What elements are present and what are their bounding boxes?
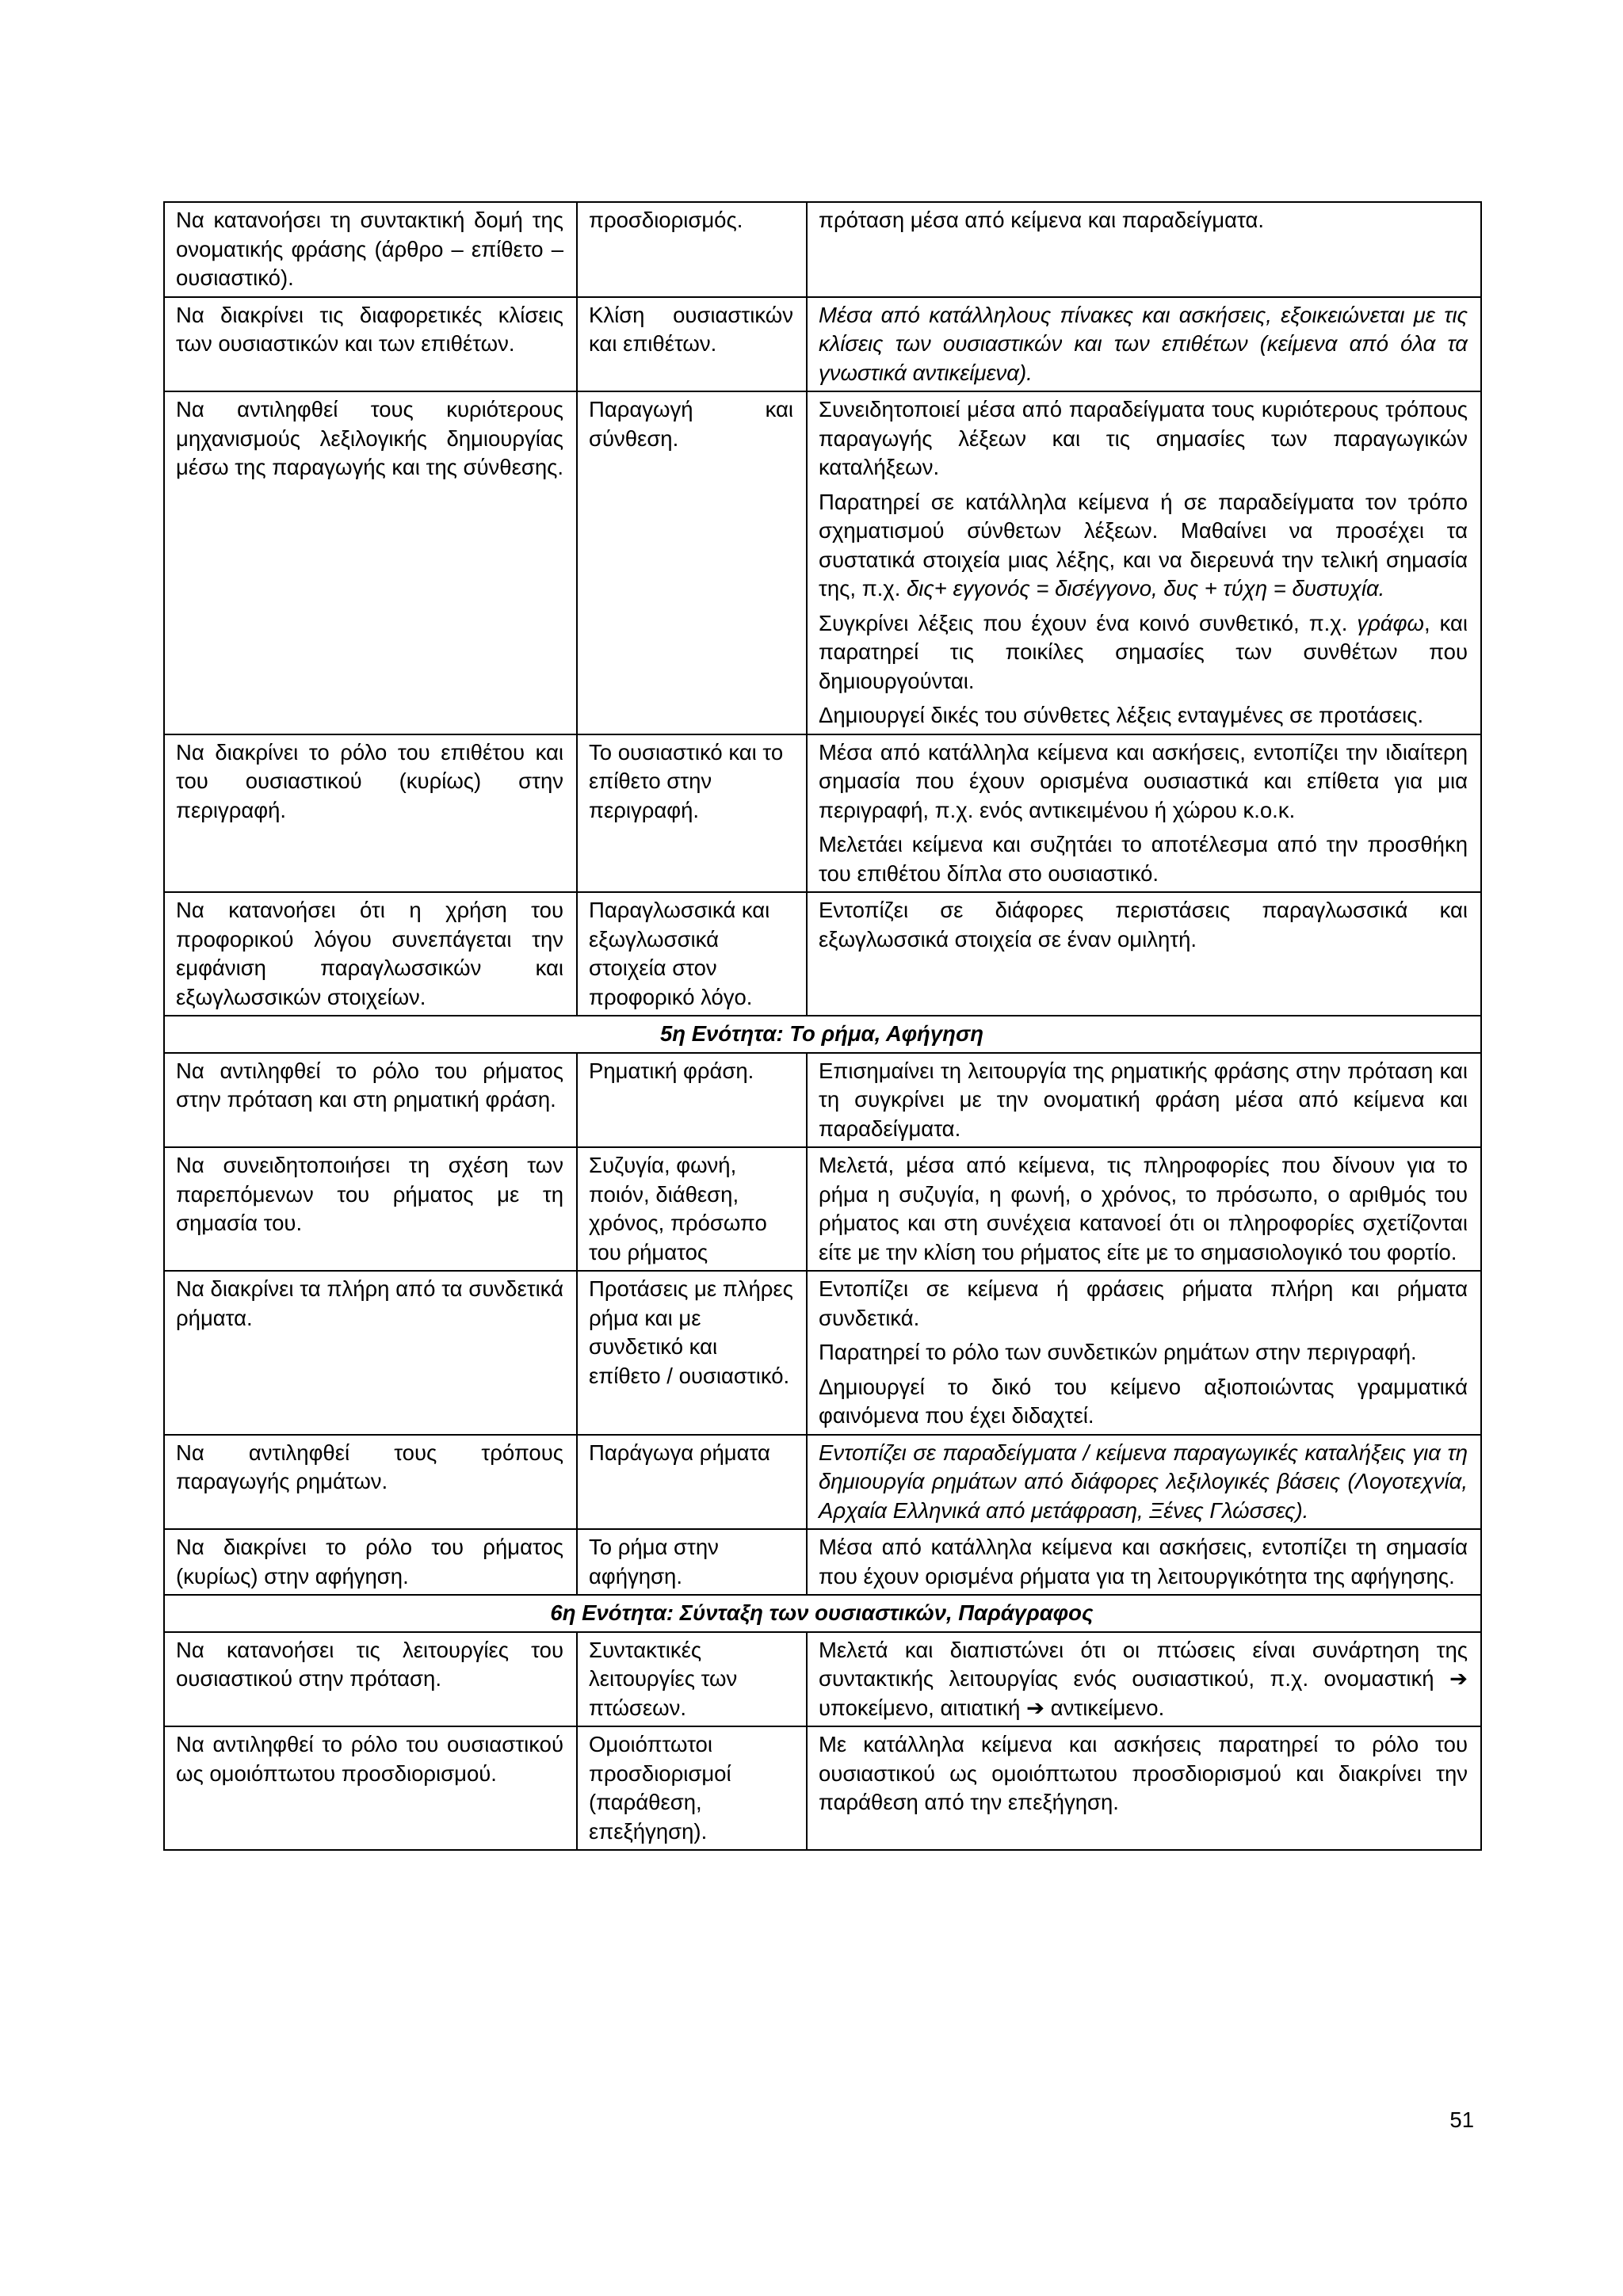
activity-text: Μελετά, μέσα από κείμενα, τις πληροφορίες που δίνουν για το ρήμα η συζυγία, η φωνή, ο χρόνος, το πρόσωπο, ο αριθμός του ρήματος και στη συνέχεια κατανοεί ότι οι πληροφορίες σχετίζονται είτε με την κλίση του ρήματος είτε με το σημασιολογικό του φορτίο. <box>819 1153 1468 1264</box>
activity-text-part: υποκείμενο, αιτιατική <box>819 1695 1021 1720</box>
objective-cell: Να διακρίνει τα πλήρη από τα συνδετικά ρήματα. <box>164 1271 577 1435</box>
table-row <box>164 734 1481 893</box>
topic-cell: Το ρήμα στην αφήγηση. <box>577 1529 807 1595</box>
topic-cell: Ομοιόπτωτοι προσδιορισμοί (παράθεση, επεξήγηση). <box>577 1726 807 1850</box>
activity-text-part: , και παρατηρεί τις ποικίλες σημασίες των συνθέτων που δημιουργούνται. <box>819 610 1468 693</box>
activity-text-part: Παρατηρεί σε κατάλληλα κείμενα ή σε παραδείγματα τον τρόπο σχηματισμού σύνθετων λέξεων. Μαθαίνει να προσέχει τα συστατικά στοιχεία μιας λέξης, και να διερευνά την τελική σημασία της, π.χ. <box>819 489 1468 601</box>
objective-cell: Να κατανοήσει τη συντακτική δομή της ονοματικής φράσης (άρθρο – επίθετο – ουσιαστικό). <box>164 202 577 297</box>
objective-cell: Να αντιληφθεί το ρόλο του ουσιαστικού ως ομοιόπτωτου προσδιορισμού. <box>164 1726 577 1850</box>
activity-text-part: αντικείμενο. <box>1050 1695 1165 1720</box>
objective-cell: Να διακρίνει τις διαφορετικές κλίσεις των ουσιαστικών και των επιθέτων. <box>164 297 577 392</box>
activity-text <box>819 1636 1468 1723</box>
activities-cell <box>807 1632 1481 1727</box>
activity-text: Εντοπίζει σε κείμενα ή φράσεις ρήματα πλήρη και ρήματα συνδετικά. <box>819 1276 1468 1330</box>
table-row <box>164 1726 1481 1850</box>
topic-cell: Παραγωγή και σύνθεση. <box>577 391 807 734</box>
activity-text: Δημιουργεί το δικό του κείμενο αξιοποιώντας γραμματικά φαινόμενα που έχει διδαχτεί. <box>819 1374 1468 1428</box>
activities-cell <box>807 734 1481 893</box>
objective-cell: Να αντιληφθεί τους κυριότερους μηχανισμούς λεξιλογικής δημιουργίας μέσω της παραγωγής και της σύνθεσης. <box>164 391 577 734</box>
table-row <box>164 1529 1481 1595</box>
activity-text: Επισημαίνει τη λειτουργία της ρηματικής φράσης στην πρόταση και τη συγκρίνει με την ονοματική φράση μέσα από κείμενα και παραδείγματα. <box>819 1058 1468 1141</box>
objective-cell: Να συνειδητοποιήσει τη σχέση των παρεπόμενων του ρήματος με τη σημασία του. <box>164 1147 577 1271</box>
activities-cell <box>807 1271 1481 1435</box>
topic-cell: Προτάσεις με πλήρες ρήμα και με συνδετικό και επίθετο / ουσιαστικό. <box>577 1271 807 1435</box>
activities-cell <box>807 202 1481 297</box>
section-header-row <box>164 1016 1481 1053</box>
activity-text <box>819 488 1468 604</box>
objective-cell: Να διακρίνει το ρόλο του επιθέτου και του ουσιαστικού (κυρίως) στην περιγραφή. <box>164 734 577 893</box>
activity-text: Μελετάει κείμενα και συζητάει το αποτέλεσμα από την προσθήκη του επιθέτου δίπλα στο ουσιαστικό. <box>819 832 1468 886</box>
activity-text: Μέσα από κατάλληλα κείμενα και ασκήσεις, εντοπίζει την ιδιαίτερη σημασία που έχουν ορισμένα ουσιαστικά και επίθετα για μια περιγραφή, π.χ. ενός αντικειμένου ή χώρου κ.ο.κ. <box>819 739 1468 822</box>
objective-cell: Να κατανοήσει τις λειτουργίες του ουσιαστικού στην πρόταση. <box>164 1632 577 1727</box>
activities-cell <box>807 1053 1481 1148</box>
topic-cell: Παράγωγα ρήματα <box>577 1435 807 1530</box>
table-row <box>164 1435 1481 1530</box>
activities-cell <box>807 1147 1481 1271</box>
topic-cell: Το ουσιαστικό και το επίθετο στην περιγραφή. <box>577 734 807 893</box>
section-title: 5η Ενότητα: Το ρήμα, Αφήγηση <box>164 1016 1481 1053</box>
topic-cell: Κλίση ουσιαστικών και επιθέτων. <box>577 297 807 392</box>
activity-text: Εντοπίζει σε διάφορες περιστάσεις παραγλωσσικά και εξωγλωσσικά στοιχεία σε έναν ομιλητή. <box>819 898 1468 952</box>
example-text: γράφω <box>1357 610 1424 635</box>
curriculum-table <box>163 201 1482 1851</box>
activity-text: Δημιουργεί δικές του σύνθετες λέξεις ενταγμένες σε προτάσεις. <box>819 703 1424 727</box>
objective-cell: Να κατανοήσει ότι η χρήση του προφορικού λόγου συνεπάγεται την εμφάνιση παραγλωσσικών και εξωγλωσσικών στοιχείων. <box>164 892 577 1016</box>
activity-text: Μέσα από κατάλληλα κείμενα και ασκήσεις, εντοπίζει τη σημασία που έχουν ορισμένα ρήματα για τη λειτουργικότητα της αφήγησης. <box>819 1535 1468 1589</box>
activities-cell <box>807 1529 1481 1595</box>
activity-text: πρόταση μέσα από κείμενα και παραδείγματα. <box>819 208 1265 232</box>
table-row <box>164 297 1481 392</box>
arrow-right-icon: ➔ <box>1026 1695 1045 1720</box>
activity-text: Μέσα από κατάλληλους πίνακες και ασκήσεις, εξοικειώνεται με τις κλίσεις των ουσιαστικών και των επιθέτων (κείμενα από όλα τα γνωστικά αντικείμενα). <box>819 302 1468 385</box>
section-header-row <box>164 1595 1481 1632</box>
activity-text: Παρατηρεί το ρόλο των συνδετικών ρημάτων στην περιγραφή. <box>819 1340 1417 1364</box>
page-number: 51 <box>1449 2107 1474 2132</box>
table-row <box>164 202 1481 297</box>
activity-text: Με κατάλληλα κείμενα και ασκήσεις παρατηρεί το ρόλο του ουσιαστικού ως ομοιόπτωτου προσδιορισμού και διακρίνει την παράθεση από την επεξήγηση. <box>819 1732 1468 1814</box>
activities-cell <box>807 297 1481 392</box>
example-text: δις+ εγγονός = δισέγγονο, δυς + τύχη = δυστυχία. <box>907 576 1385 601</box>
activities-cell <box>807 391 1481 734</box>
activity-text-part: Συγκρίνει λέξεις που έχουν ένα κοινό συνθετικό, π.χ. <box>819 610 1348 635</box>
objective-cell: Να αντιληφθεί το ρόλο του ρήματος στην πρόταση και στη ρηματική φράση. <box>164 1053 577 1148</box>
objective-cell: Να διακρίνει το ρόλο του ρήματος (κυρίως) στην αφήγηση. <box>164 1529 577 1595</box>
objective-cell: Να αντιληφθεί τους τρόπους παραγωγής ρημάτων. <box>164 1435 577 1530</box>
topic-cell: προσδιορισμός. <box>577 202 807 297</box>
table-row <box>164 391 1481 734</box>
activities-cell <box>807 1435 1481 1530</box>
activity-text: Εντοπίζει σε παραδείγματα / κείμενα παραγωγικές καταλήξεις για τη δημιουργία ρημάτων από διάφορες λεξιλογικές βάσεις (Λογοτεχνία, Αρχαία Ελληνικά από μετάφραση, Ξένες Γλώσσες). <box>819 1440 1468 1523</box>
topic-cell: Ρηματική φράση. <box>577 1053 807 1148</box>
topic-cell: Συντακτικές λειτουργίες των πτώσεων. <box>577 1632 807 1727</box>
section-title: 6η Ενότητα: Σύνταξη των ουσιαστικών, Παράγραφος <box>164 1595 1481 1632</box>
arrow-right-icon: ➔ <box>1449 1666 1468 1691</box>
topic-cell: Συζυγία, φωνή, ποιόν, διάθεση, χρόνος, πρόσωπο του ρήματος <box>577 1147 807 1271</box>
activities-cell <box>807 1726 1481 1850</box>
activity-text-part: Μελετά και διαπιστώνει ότι οι πτώσεις είναι συνάρτηση της συντακτικής λειτουργίας ενός ουσιαστικού, π.χ. ονομαστική <box>819 1637 1468 1691</box>
activities-cell <box>807 892 1481 1016</box>
table-row <box>164 1053 1481 1148</box>
activity-text <box>819 609 1468 696</box>
table-row <box>164 1271 1481 1435</box>
topic-cell: Παραγλωσσικά και εξωγλωσσικά στοιχεία στον προφορικό λόγο. <box>577 892 807 1016</box>
activity-text: Συνειδητοποιεί μέσα από παραδείγματα τους κυριότερους τρόπους παραγωγής λέξεων και τις σημασίες των παραγωγικών καταλήξεων. <box>819 397 1468 479</box>
table-row <box>164 892 1481 1016</box>
table-row <box>164 1147 1481 1271</box>
table-row <box>164 1632 1481 1727</box>
